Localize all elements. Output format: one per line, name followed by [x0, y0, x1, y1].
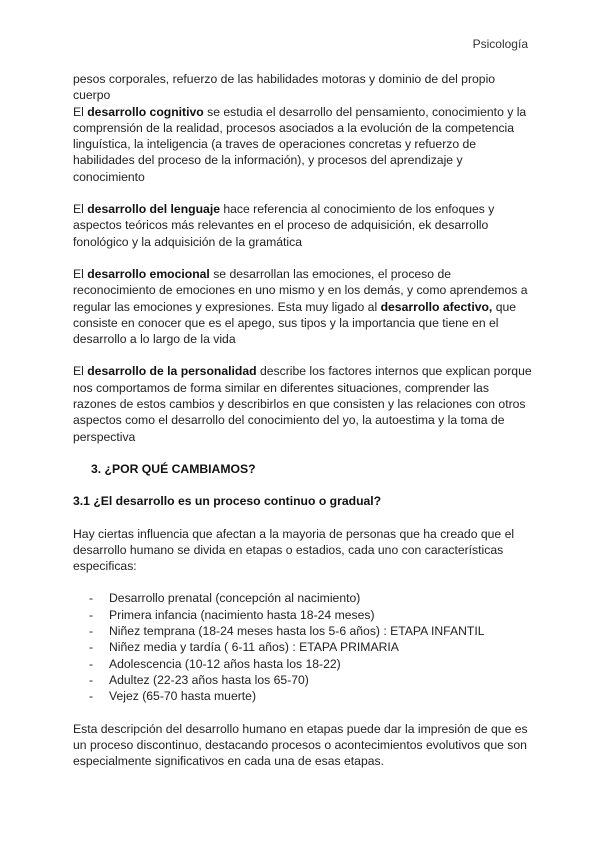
document-body	[73, 71, 533, 769]
text-prefix: El	[73, 266, 88, 281]
list-item: - Primera infancia (nacimiento hasta 18-24 meses)	[73, 607, 533, 623]
text-prefix: El	[73, 364, 88, 379]
text-prefix: El	[73, 104, 88, 119]
text-body: describe los factores internos que explican porque nos comportamos de forma similar en diferentes situaciones, comprender las razones de estos cambios y describirlos en que consisten y las relaciones con otros aspectos como el desarrollo del conocimiento del yo, la autoestima y la toma de perspectiva	[73, 364, 532, 444]
section-heading-3: 3. ¿POR QUÉ CAMBIAMOS?	[91, 461, 256, 476]
list-item: - Vejez (65-70 hasta muerte)	[73, 688, 533, 704]
list-item: - Adultez (22-23 años hasta los 65-70)	[73, 672, 533, 688]
list-item: - Adolescencia (10-12 años hasta los 18-22)	[73, 656, 533, 672]
text-body: se estudia el desarrollo del pensamiento, conocimiento y la comprensión de la realidad, procesos asociados a la evolución de la competencia linguística, la inteligencia (a traves de operaciones concretas y refuerzo de habilidades del proceso de la información), y procesos del aprendizaje y conocimiento	[73, 104, 527, 184]
paragraph-motor: pesos corporales, refuerzo de las habilidades motoras y dominio de del propio cuerpo	[73, 72, 496, 103]
paragraph-emotional	[73, 266, 533, 347]
page-header-subject: Psicología	[472, 37, 528, 51]
text-prefix: El	[73, 202, 88, 217]
list-item: - Niñez temprana (18-24 meses hasta los 5-6 años) : ETAPA INFANTIL	[73, 623, 533, 639]
text-body: se desarrollan las emociones, el proceso de reconocimiento de emociones en uno mismo y en los demás, y como aprendemos a regular las emociones y expresiones. Esta muy ligado al	[73, 266, 528, 314]
text-body: hace referencia al conocimiento de los enfoques y aspectos teóricos más relevantes en el proceso de adquisición, ek desarrollo fonológico y la adquisición de la gramática	[73, 202, 495, 249]
paragraph-stages-intro: Hay ciertas influencia que afectan a la mayoria de personas que ha creado que el desarrollo humano se divida en etapas o estadios, cada uno con características especificas:	[73, 526, 515, 574]
list-item: - Desarrollo prenatal (concepción al nacimiento)	[73, 590, 533, 606]
paragraph-language	[73, 201, 533, 250]
stages-list	[73, 590, 533, 704]
list-item: - Niñez media y tardía ( 6-11 años) : ETAPA PRIMARIA	[73, 639, 533, 655]
paragraph-personality	[73, 363, 533, 444]
term-affective: desarrollo afectivo,	[380, 299, 493, 314]
paragraph-conclusion: Esta descripción del desarrollo humano en etapas puede dar la impresión de que es un proceso discontinuo, destacando procesos o acontecimientos evolutivos que son especialmente significativos en cada una de esas etapas.	[73, 721, 528, 769]
term-emotional: desarrollo emocional	[87, 266, 210, 281]
term-personality: desarrollo de la personalidad	[87, 364, 257, 379]
section-heading-3-1: 3.1 ¿El desarrollo es un proceso continuo o gradual?	[73, 494, 382, 509]
term-language: desarrollo del lenguaje	[87, 202, 220, 217]
paragraph-cognitive	[73, 104, 533, 185]
term-cognitive: desarrollo cognitivo	[87, 104, 204, 119]
text-body: que consiste en conocer que es el apego, sus tipos y la importancia que tiene en el desarrollo a lo largo de la vida	[73, 299, 517, 347]
